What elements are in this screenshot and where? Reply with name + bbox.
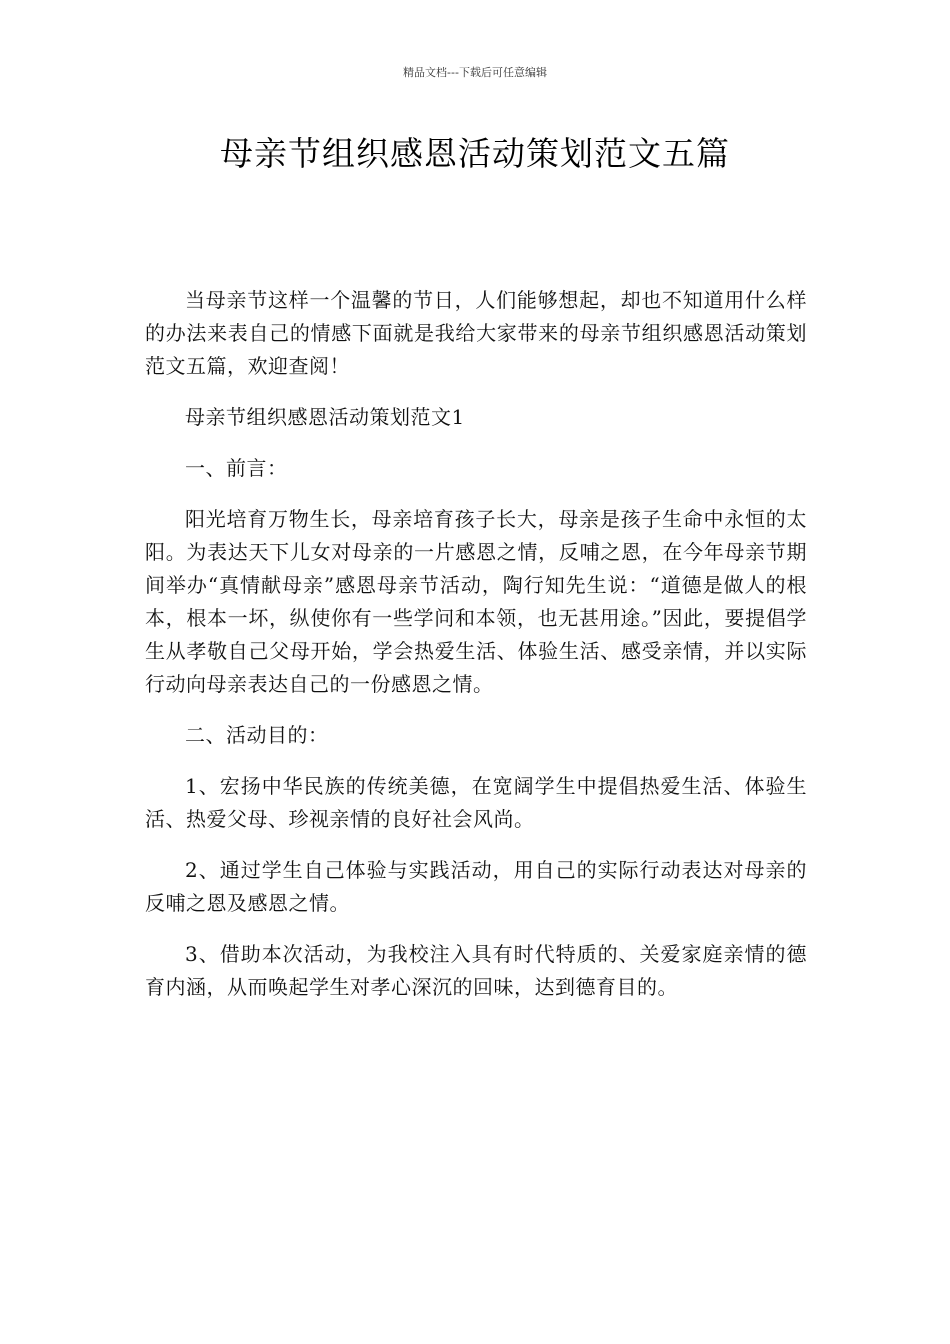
purpose-item-3: 3、借助本次活动，为我校注入具有时代特质的、关爱家庭亲情的德育内涵，从而唤起学生对孝心深沉的回味，达到德育目的。	[145, 942, 807, 999]
header-note: 精品文档---下载后可任意编辑	[403, 66, 547, 79]
section-heading-preface: 一、前言：	[185, 456, 288, 480]
section-heading-essay-1: 母亲节组织感恩活动策划范文1	[185, 405, 465, 429]
document-body	[145, 284, 807, 1004]
section-heading-purpose: 二、活动目的：	[185, 723, 329, 747]
preface-paragraph: 阳光培育万物生长，母亲培育孩子长大，母亲是孩子生命中永恒的太阳。为表达天下儿女对母亲的一片感恩之情，反哺之恩，在今年母亲节期间举办“真情献母亲”感恩母亲节活动，陶行知先生说：“道德是做人的根本，根本一坏，纵使你有一些学问和本领，也无甚用途。”因此，要提倡学生从孝敬自己父母开始，学会热爱生活、体验生活、感受亲情，并以实际行动向母亲表达自己的一份感恩之情。	[145, 507, 807, 696]
purpose-item-1: 1、宏扬中华民族的传统美德，在宽阔学生中提倡热爱生活、体验生活、热爱父母、珍视亲情的良好社会风尚。	[145, 774, 807, 831]
intro-paragraph: 当母亲节这样一个温馨的节日，人们能够想起，却也不知道用什么样的办法来表自己的情感下面就是我给大家带来的母亲节组织感恩活动策划范文五篇，欢迎查阅！	[145, 288, 807, 378]
purpose-item-2: 2、通过学生自己体验与实践活动，用自己的实际行动表达对母亲的反哺之恩及感恩之情。	[145, 858, 807, 915]
document-title: 母亲节组织感恩活动策划范文五篇	[220, 134, 730, 173]
